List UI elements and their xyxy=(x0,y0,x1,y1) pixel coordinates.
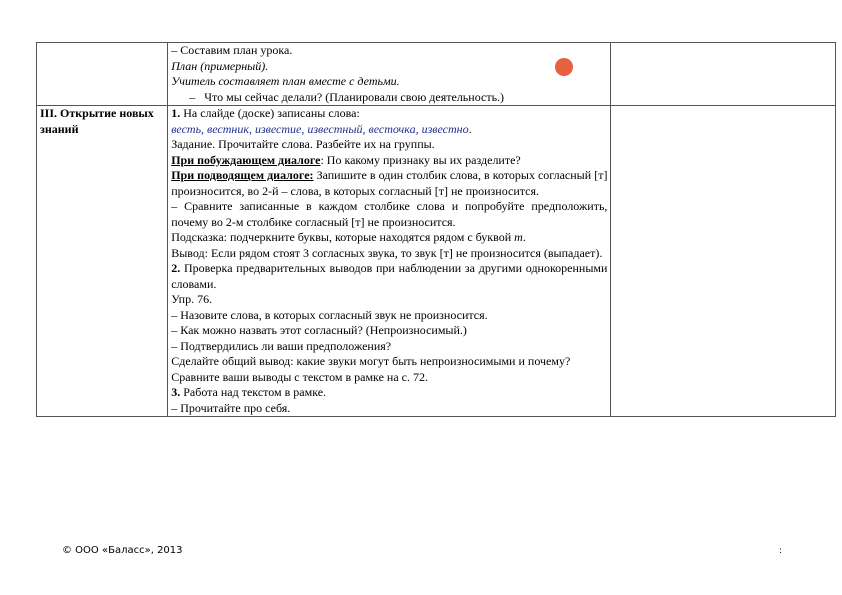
section-2-heading xyxy=(171,261,607,292)
section-3-heading xyxy=(171,385,607,401)
section-1-heading xyxy=(171,106,607,122)
table-row xyxy=(37,43,836,106)
question-line: – Что мы сейчас делали? (Планировали свою деятельность.) xyxy=(189,89,505,104)
plan-sample-line: План (примерный). xyxy=(171,58,269,73)
leading-dialogue xyxy=(171,168,607,199)
leading-label: При подводящем диалоге: xyxy=(171,168,314,182)
conclusion-line: Вывод: Если рядом стоят 3 согласных звука, то звук [т] не произносится (выпадает). xyxy=(171,245,603,260)
stage-title: III. Открытие новых знаний xyxy=(37,106,168,417)
leading-text: Запишите в один столбик слова, в которых согласный [т] произносится, во 2-й – слова, в которых согласный [т] не произносится. xyxy=(171,168,608,198)
lesson-table xyxy=(36,42,836,417)
task-line: Задание. Прочитайте слова. Разбейте их на группы. xyxy=(171,137,435,151)
hint-end: . xyxy=(522,230,526,244)
red-dot-marker xyxy=(555,58,573,76)
hint-text: Подсказка: подчеркните буквы, которые находятся рядом с буквой xyxy=(171,230,515,244)
section-text: Проверка предварительных выводов при наблюдении за другими однокоренными словами. xyxy=(171,261,608,291)
hint-letter: т xyxy=(514,230,523,244)
table-row xyxy=(37,106,836,417)
teacher-note-line: Учитель составляет план вместе с детьми. xyxy=(171,74,400,88)
general-conclusion-line: Сделайте общий вывод: какие звуки могут быть непроизносимыми и почему? xyxy=(171,354,571,368)
prompting-text: : По какому признаку вы их разделите? xyxy=(320,152,521,167)
question-line: – Назовите слова, в которых согласный звук не произносится. xyxy=(171,307,488,322)
question-line: – Как можно назвать этот согласный? (Непроизносимый.) xyxy=(171,323,467,337)
content-cell xyxy=(168,43,611,106)
notes-cell xyxy=(611,106,836,417)
section-number: 1. xyxy=(171,106,181,120)
notes-cell xyxy=(611,43,836,106)
plan-line: – Составим план урока. xyxy=(171,43,293,57)
compare-text-line: Сравните ваши выводы с текстом в рамке на с. 72. xyxy=(171,369,428,384)
compare-line: – Сравните записанные в каждом столбике слова и попробуйте предположить, почему во 2-м столбике согласный [т] не произносится. xyxy=(171,199,608,229)
read-line: – Прочитайте про себя. xyxy=(171,400,291,415)
word-list xyxy=(171,122,607,138)
footer-mark: : xyxy=(779,546,783,556)
prompting-label: При побуждающем диалоге xyxy=(171,152,321,167)
word-list-end: . xyxy=(468,121,472,136)
word-list-items: весть, вестник, известие, известный, весточка, известно xyxy=(171,121,469,136)
section-number: 3. xyxy=(171,385,181,399)
section-number: 2. xyxy=(171,261,181,275)
question-line: – Подтвердились ли ваши предположения? xyxy=(171,338,392,353)
content-cell xyxy=(168,106,611,417)
prompting-dialogue xyxy=(171,153,607,169)
stage-cell-empty xyxy=(37,43,168,106)
hint-line xyxy=(171,230,607,246)
exercise-line: Упр. 76. xyxy=(171,292,213,306)
section-text: На слайде (доске) записаны слова: xyxy=(180,106,360,120)
section-text: Работа над текстом в рамке. xyxy=(180,385,327,399)
copyright-footer: © ООО «Баласс», 2013 xyxy=(62,545,183,556)
